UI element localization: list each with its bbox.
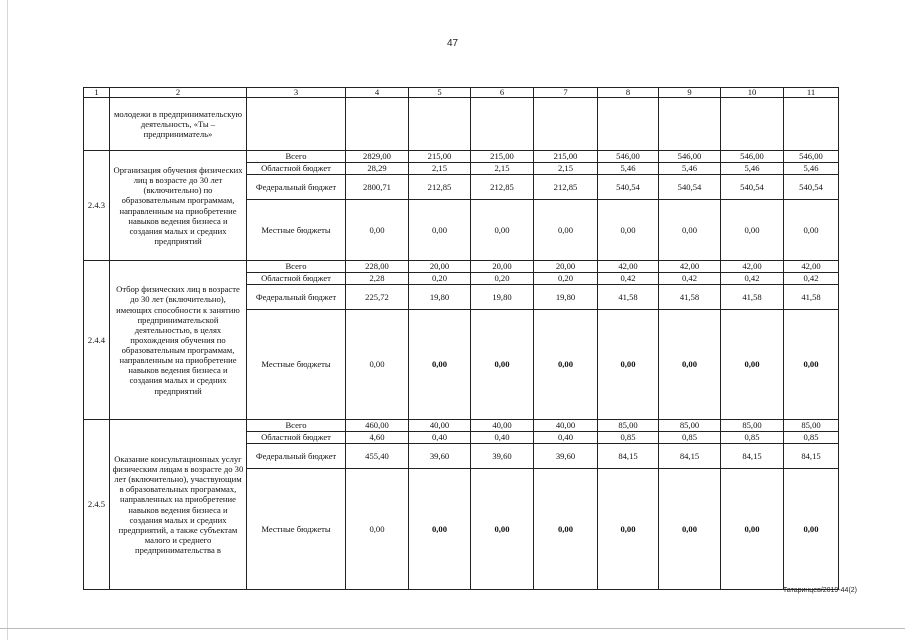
- funding-source: Местные бюджеты: [247, 469, 346, 590]
- empty-cell: [534, 98, 598, 151]
- value-cell: 41,58: [598, 285, 659, 310]
- value-cell: 0,00: [784, 200, 839, 261]
- value-cell: 0,00: [346, 200, 409, 261]
- funding-source: Областной бюджет: [247, 273, 346, 285]
- row-id: 2.4.4: [84, 261, 110, 420]
- column-header: 6: [471, 88, 534, 98]
- value-cell: 4,60: [346, 432, 409, 444]
- value-cell: 0,42: [784, 273, 839, 285]
- column-header: 11: [784, 88, 839, 98]
- value-cell: 42,00: [659, 261, 721, 273]
- value-cell: 0,00: [784, 469, 839, 590]
- value-cell: 2800,71: [346, 175, 409, 200]
- value-cell: 5,46: [784, 163, 839, 175]
- row-id: [84, 98, 110, 151]
- value-cell: 546,00: [659, 151, 721, 163]
- value-cell: 0,00: [721, 310, 784, 420]
- header-row: [84, 88, 839, 98]
- table-row: [84, 420, 839, 432]
- value-cell: 84,15: [784, 444, 839, 469]
- value-cell: 40,00: [534, 420, 598, 432]
- column-header: 8: [598, 88, 659, 98]
- budget-table: [83, 87, 839, 590]
- row-id: 2.4.5: [84, 420, 110, 590]
- value-cell: 0,00: [534, 469, 598, 590]
- value-cell: 212,85: [409, 175, 471, 200]
- funding-source: Всего: [247, 151, 346, 163]
- value-cell: 0,42: [721, 273, 784, 285]
- empty-cell: [659, 98, 721, 151]
- value-cell: 546,00: [784, 151, 839, 163]
- table-row: [84, 151, 839, 163]
- value-cell: 0,00: [534, 200, 598, 261]
- column-header: 3: [247, 88, 346, 98]
- value-cell: 212,85: [534, 175, 598, 200]
- value-cell: 0,85: [784, 432, 839, 444]
- value-cell: 0,00: [721, 200, 784, 261]
- value-cell: 19,80: [471, 285, 534, 310]
- value-cell: 0,20: [471, 273, 534, 285]
- value-cell: 0,00: [346, 469, 409, 590]
- value-cell: 540,54: [598, 175, 659, 200]
- value-cell: 0,00: [598, 469, 659, 590]
- value-cell: 0,85: [659, 432, 721, 444]
- value-cell: 540,54: [659, 175, 721, 200]
- funding-source: Федеральный бюджет: [247, 444, 346, 469]
- value-cell: 546,00: [721, 151, 784, 163]
- value-cell: 212,85: [471, 175, 534, 200]
- value-cell: 0,20: [409, 273, 471, 285]
- value-cell: 0,40: [409, 432, 471, 444]
- value-cell: 0,40: [534, 432, 598, 444]
- funding-source: Местные бюджеты: [247, 200, 346, 261]
- value-cell: 215,00: [471, 151, 534, 163]
- funding-source: Областной бюджет: [247, 432, 346, 444]
- value-cell: 85,00: [659, 420, 721, 432]
- footer-code: Татаринцев/2019-44(2): [782, 587, 857, 594]
- value-cell: 0,42: [598, 273, 659, 285]
- value-cell: 5,46: [659, 163, 721, 175]
- value-cell: 0,00: [784, 310, 839, 420]
- value-cell: 0,00: [598, 310, 659, 420]
- value-cell: 20,00: [471, 261, 534, 273]
- value-cell: 84,15: [721, 444, 784, 469]
- value-cell: 0,00: [471, 310, 534, 420]
- empty-cell: [471, 98, 534, 151]
- table-body: [84, 88, 839, 590]
- value-cell: 0,00: [409, 310, 471, 420]
- value-cell: 460,00: [346, 420, 409, 432]
- column-header: 7: [534, 88, 598, 98]
- value-cell: 2,28: [346, 273, 409, 285]
- value-cell: 455,40: [346, 444, 409, 469]
- funding-source: Местные бюджеты: [247, 310, 346, 420]
- column-header: 9: [659, 88, 721, 98]
- value-cell: 40,00: [471, 420, 534, 432]
- value-cell: 85,00: [721, 420, 784, 432]
- value-cell: 215,00: [534, 151, 598, 163]
- value-cell: 2829,00: [346, 151, 409, 163]
- funding-source: Областной бюджет: [247, 163, 346, 175]
- value-cell: 0,00: [659, 310, 721, 420]
- scan-left-edge: [7, 0, 8, 640]
- value-cell: 5,46: [721, 163, 784, 175]
- value-cell: 40,00: [409, 420, 471, 432]
- row-description: Оказание консультационных услуг физическим лицам в возрасте до 30 лет (включительно), участвующим в образовательных программах, направленных на приобретение навыков ведения бизнеса и создания малых и средних предприятий, а также субъектам малого и среднего предпринимательства в: [110, 420, 247, 590]
- page-number: 47: [446, 38, 459, 49]
- value-cell: 85,00: [784, 420, 839, 432]
- value-cell: 85,00: [598, 420, 659, 432]
- empty-cell: [598, 98, 659, 151]
- value-cell: 42,00: [784, 261, 839, 273]
- value-cell: 2,15: [471, 163, 534, 175]
- column-header: 4: [346, 88, 409, 98]
- table-row: [84, 261, 839, 273]
- value-cell: 42,00: [721, 261, 784, 273]
- value-cell: 225,72: [346, 285, 409, 310]
- value-cell: 0,00: [409, 200, 471, 261]
- value-cell: 540,54: [784, 175, 839, 200]
- empty-cell: [409, 98, 471, 151]
- value-cell: 0,00: [534, 310, 598, 420]
- value-cell: 28,29: [346, 163, 409, 175]
- empty-cell: [247, 98, 346, 151]
- continuation-row: [84, 98, 839, 151]
- value-cell: 0,00: [659, 469, 721, 590]
- value-cell: 19,80: [534, 285, 598, 310]
- funding-source: Всего: [247, 420, 346, 432]
- value-cell: 20,00: [534, 261, 598, 273]
- scan-bottom-edge: [0, 628, 905, 629]
- value-cell: 41,58: [721, 285, 784, 310]
- value-cell: 0,00: [659, 200, 721, 261]
- value-cell: 39,60: [471, 444, 534, 469]
- empty-cell: [346, 98, 409, 151]
- empty-cell: [784, 98, 839, 151]
- value-cell: 0,85: [598, 432, 659, 444]
- funding-source: Федеральный бюджет: [247, 285, 346, 310]
- value-cell: 41,58: [784, 285, 839, 310]
- value-cell: 0,00: [471, 469, 534, 590]
- row-description: молодежи в предпринимательскую деятельность, «Ты – предприниматель»: [110, 98, 247, 151]
- column-header: 10: [721, 88, 784, 98]
- value-cell: 39,60: [409, 444, 471, 469]
- value-cell: 2,15: [534, 163, 598, 175]
- value-cell: 39,60: [534, 444, 598, 469]
- value-cell: 0,00: [721, 469, 784, 590]
- empty-cell: [721, 98, 784, 151]
- value-cell: 19,80: [409, 285, 471, 310]
- value-cell: 84,15: [659, 444, 721, 469]
- funding-source: Федеральный бюджет: [247, 175, 346, 200]
- row-description: Отбор физических лиц в возрасте до 30 лет (включительно), имеющих способности к занятию предпринимательской деятельностью, в целях прохождения обучения по образовательным программам, направленным на приобретение навыков ведения бизнеса и создания малых и средних предприятий: [110, 261, 247, 420]
- value-cell: 20,00: [409, 261, 471, 273]
- value-cell: 0,85: [721, 432, 784, 444]
- value-cell: 41,58: [659, 285, 721, 310]
- value-cell: 0,42: [659, 273, 721, 285]
- value-cell: 0,00: [409, 469, 471, 590]
- value-cell: 42,00: [598, 261, 659, 273]
- column-header: 2: [110, 88, 247, 98]
- column-header: 1: [84, 88, 110, 98]
- funding-source: Всего: [247, 261, 346, 273]
- value-cell: 0,00: [598, 200, 659, 261]
- value-cell: 546,00: [598, 151, 659, 163]
- value-cell: 0,20: [534, 273, 598, 285]
- value-cell: 0,40: [471, 432, 534, 444]
- value-cell: 540,54: [721, 175, 784, 200]
- value-cell: 0,00: [471, 200, 534, 261]
- value-cell: 215,00: [409, 151, 471, 163]
- value-cell: 0,00: [346, 310, 409, 420]
- column-header: 5: [409, 88, 471, 98]
- row-description: Организация обучения физических лиц в возрасте до 30 лет (включительно) по образовательным программам, направленным на приобретение навыков ведения бизнеса и создания малых и средних предприятий: [110, 151, 247, 261]
- value-cell: 2,15: [409, 163, 471, 175]
- row-id: 2.4.3: [84, 151, 110, 261]
- value-cell: 84,15: [598, 444, 659, 469]
- value-cell: 5,46: [598, 163, 659, 175]
- value-cell: 228,00: [346, 261, 409, 273]
